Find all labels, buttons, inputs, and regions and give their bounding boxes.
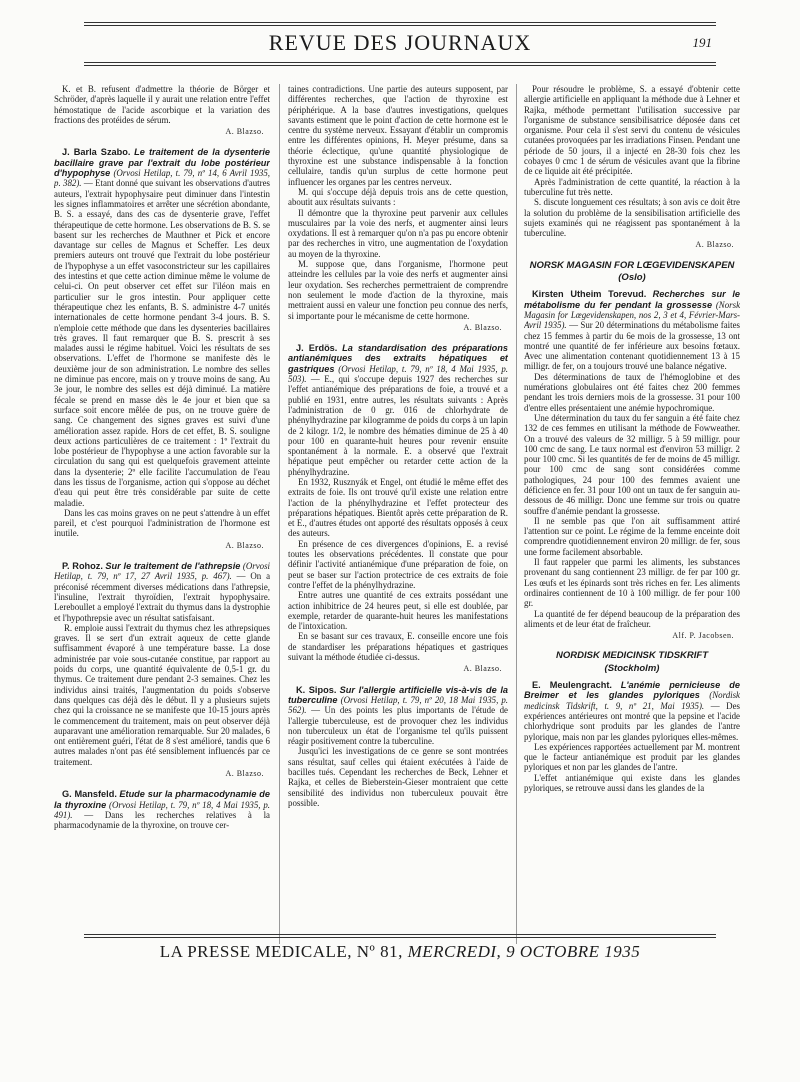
article-lead [524, 289, 740, 371]
article-body-5: En se basant sur ces travaux, E. conseille encore une fois de standardiser les préparations hépatiques et gastriques suivant la méthode étudiée ci-dessus. [288, 631, 508, 663]
article-text: Pour résoudre le problème, S. a essayé d'obtenir cette allergie artificielle en appliquant la méthode due à Lehner et Rajka, méthode permettant l'utilisation successive par l'organisme de substance sensibilisatrice déposée dans cet organisme. Pour cela il s'est servi du contenu de vésicules cutanées provoquées par les irradiations Finsen. Pendant une période de 50 jours, il a injecté en 28-30 fois chez les cobayes 0 cmc 1 de sérum de vésicules avant que la fibrine de ce liquide ait été précipitée. [524, 84, 740, 177]
article-body: — Des expériences antérieures ont montré que la pepsine et l'acide chlorhydrique sont produits par les glandes de l'antre pylorique, mais non par les glandes pyloriques elles-mêmes. [524, 700, 740, 742]
column-2 [288, 84, 508, 944]
article-author: Kirsten Utheim Torevud. [532, 289, 647, 300]
journal-city: (Oslo) [618, 272, 646, 284]
article-rohoz [54, 561, 270, 779]
article-body: — Etant donné que suivant les observations d'autres auteurs, l'extrait hypophysaire peut diminuer dans l'intestin les signes inflammatoires et arrêter une sécrétion abondante, B. S. a essayé, dans des cas de dysenterie grave, l'effet thérapeutique de cette hormone. Les observations de B. S. se basent sur les recherches de Mauthner et Pick et encore davantage sur celles de Magnus et Scheffer. Les deux premiers auteurs ont trouvé que l'extrait du lobe postérieur de l'hypophyse a un effet vasoconstricteur sur les capillaires des intestins et que cette action diminue même le volume de celui-ci. On peut observer cet effet sur l'iléon mais en particulier sur le gros intestin. Pour appliquer cette thérapeutique chez les enfants, B. S. administre 4-7 unités internationales de cette hormone pendant 3-4 jours. B. S. n'emploie cette méthode que dans les dysenteries bacillaires très graves. Il faut remarquer que B. S. prescrit à ses malades aussi le régime habituel. Voici les résultats de ses observations. L'effet de l'hormone se manifeste dès le deuxième jour de son administration. Le nombre des selles ne diminue pas encore, mais on y trouve moins de sang. Au 3e jour, le nombre des selles est déjà diminué. La matière fécale se prend en masse dès le 4e jour et bien que sa surface soit encore mêlée de pus, on ne trouve guère de sang. Ce changement des signes graves est suivi d'une amélioration assez rapide. Hors de cet effet, B. S. souligne deux actions particulières de ce traitement : 1º l'extrait du lobe postérieur de l'hypophyse a une action favorable sur la circulation du sang qui est quelquefois gravement atteinte dans la dysenterie; 2º elle facilite l'accumulation de l'eau dans les tissus de l'organisme, action qui s'oppose au déchet d'eau qui peut être très considérable par suite de cette maladie. [54, 178, 270, 508]
article-text-3: S. discute longuement ces résultats; à son avis ce doit être la solution du problème de la sensibilisation artificielle des sujets examinés qui ne réagissent pas spontanément à la tuberculine. [524, 197, 740, 239]
article-erdos [288, 343, 508, 675]
header-rule-1 [84, 62, 716, 63]
article-body-4: Entre autres une quantité de ces extraits possédant une action inhibitrice de 24 heures peut, si elle est doublée, par exemple, retarder de quarante-huit heures les manifestations de l'intoxication. [288, 590, 508, 632]
article-meulengracht [524, 680, 740, 793]
article-reference: (Orvosi Hetilap, t. 79, nº 20, 18 Mai 1935, p. 562). [288, 694, 508, 716]
article-author: E. Meulengracht. [532, 680, 612, 691]
article-continuation [288, 84, 508, 333]
article-signature: A. Blazso. [695, 240, 734, 250]
article-text: taines contradictions. Une partie des auteurs supposent, par différentes recherches, que l'action de thyroxine est périphérique. A la base d'autres investigations, quelques savants estiment que le point d'action de cette hormone est le centre du système nerveux. Essayant d'établir un compromis entre les différentes opinions, H. Meyer présume, dans sa théorie éclectique, qu'une quantité physiologique de thyroxine est une substance indispensable à la fonction cellulaire, tandis qu'un surplus de cette hormone peut influencer les organes par les centres nerveux. [288, 84, 508, 187]
article-signature: A. Blazso. [463, 664, 502, 674]
article-body-3: En présence de ces divergences d'opinions, E. a revisé toutes les observations précédentes. Il constate que pour définir l'activité antianémique d'une préparation de foie, on peut se baser sur l'action protectrice de ces extraits de foie contre l'effet de la phénylhydrazine. [288, 538, 508, 590]
footer-rule-1 [84, 934, 716, 935]
article-body: — Sur 20 déterminations du métabolisme faites chez 15 femmes à partir du 6e mois de la grossesse, 13 ont montré une quantité de fer inférieure aux besoins fœtaux. Avec une alimentation contenant quotidiennement 13 à 15 milligr. de fer, on a toujours trouvé une balance négative. [524, 320, 740, 372]
column-divider-1 [279, 84, 280, 944]
journal-heading: NORSK MAGASIN FOR LŒGEVIDENSKAPEN [529, 259, 735, 271]
article-title: Le traitement de la dysenterie bacillaire grave par l'extrait du lobe postérieur d'hypophyse [54, 147, 270, 179]
article-lead [54, 561, 270, 623]
article-lead [288, 343, 508, 477]
article-reference: (Orvosi Hetilap, t. 79, nº 17, 27 Avril 1935, p. 467). [54, 561, 270, 582]
header-rule-2 [84, 65, 716, 66]
article-title: Sur l'allergie artificielle vis-à-vis de la tuberculine [288, 684, 508, 705]
article-continuation [54, 84, 270, 137]
article-author: K. Sipos. [296, 684, 337, 695]
article-torevud [524, 289, 740, 641]
article-signature: Alf. P. Jacobsen. [672, 631, 734, 641]
column-1 [54, 84, 270, 944]
top-rule-2 [84, 25, 716, 26]
article-signature: A. Blazso. [225, 540, 264, 550]
column-divider-2 [516, 84, 517, 944]
article-author: G. Mansfeld. [62, 789, 117, 800]
article-body-5: Il faut rappeler que parmi les aliments, les substances provenant du sang contiennent 23 milligr. de fer par 100 gr. Les œufs et les épinards sont très riches en fer. Les aliments ordinaires contiennent de 10 à 100 milligr. de fer pour 100 gr. [524, 557, 740, 609]
article-text: K. et B. refusent d'admettre la théorie de Börger et Schröder, d'après laquelle il y aurait une relation entre l'effet hémostatique de l'acide ascorbique et la variation des fractions des protéides de sérum. [54, 84, 270, 125]
article-sipos [288, 685, 508, 809]
journal-heading: NORDISK MEDICINSK TIDSKRIFT [556, 650, 708, 662]
article-reference: (Nordisk medicinsk Tidskrift, t. 9, nº 21, Mai 1935). [524, 690, 740, 711]
article-reference: (Norsk Magasin for Lœgevidenskapen, nos 2, 3 et 4, Février-Mars-Avril 1935). [524, 299, 740, 331]
article-lead [54, 147, 270, 507]
article-body-4: Il ne semble pas que l'on ait suffisamment attiré l'attention sur ce point. Le régime de la femme enceinte doit comprendre quotidiennement environ 20 milligr. de fer, sous une forme facilement absorbable. [524, 515, 740, 557]
article-barla-szabo [54, 147, 270, 551]
article-reference: (Orvosi Hetilap, t. 79, nº 18, 4 Mai 1935, p. 491). [54, 799, 270, 820]
article-author: J. Barla Szabo. [62, 147, 131, 158]
article-body: — Un des points les plus importants de l'étude de l'allergie tuberculeuse, est de provoquer chez les individus non tuberculeux un état de l'organisme tel qu'ils puissent réagir positivement contre la tuberculine. [288, 705, 508, 747]
footer-journal: LA PRESSE MEDICALE, [159, 942, 353, 961]
article-title: La standardisation des préparations antianémiques des extraits hépatiques et gastriques [288, 343, 508, 374]
column-3 [524, 84, 740, 944]
article-body: — E., qui s'occupe depuis 1927 des recherches sur l'effet antianémique des préparations de foie, a trouvé et a publié en 1931, entre autres, les résultats suivants : Après l'administration de 0 gr. 016 de chlorhydrate de phénylhydrazine par kilogramme de poids du corps à un lapin de 2 kilogr. 1/2, le nombre des hématies diminue de 25 à 40 pour 100 en quarante-huit heures pour revenir ensuite spontanément à la normale. E. a observé que l'extrait hépatique peut empêcher ou retarder cette action de la phénylhydrazine. [288, 374, 508, 477]
article-text-4: M. suppose que, dans l'organisme, l'hormone peut atteindre les cellules par la voie des nerfs et augmenter ainsi leur oxydation. Ses recherches permettraient de comprendre non seulement le mode d'action de la thyroxine, mais mettraient aussi en valeur une fonction peu connue des nerfs, si importante pour le mécanisme de cette hormone. [288, 259, 508, 321]
article-signature: A. Blazso. [225, 127, 264, 137]
article-text-2: Après l'administration de cette quantité, la réaction à la tuberculine fut très nette. [524, 176, 740, 197]
article-body-2: Les expériences rapportées actuellement par M. montrent que le facteur antianémique est produit par les glandes pyloriques et non par les glandes de l'antre. [524, 741, 740, 773]
page-number: 191 [692, 35, 712, 50]
article-body-2: Jusqu'ici les investigations de ce genre se sont montrées sans résultat, sauf celles qui étaient exécutées à l'aide de bacilles tués. Cependant les recherches de Beck, Lehner et Rajka, et celles de Bieberstein-Gieser montraient que cette sensibilité des individus non tuberculeux pouvait être possible. [288, 746, 508, 808]
article-title: Recherches sur le métabolisme du fer pendant la grossesse [524, 289, 740, 310]
article-lead [524, 680, 740, 742]
article-body-3: L'effet antianémique qui existe dans les glandes pyloriques, se retrouve aussi dans les glandes de la [524, 772, 740, 793]
article-signature: A. Blazso. [463, 322, 502, 332]
article-body: — Dans les recherches relatives à la pharmacodynamie de la thyroxine, on trouve cer- [54, 809, 270, 831]
article-body: — On a préconisé récemment diverses médications dans l'athrepsie, l'insuline, l'extrait thyroïdien, l'extrait hypophysaire. Lereboullet a employé l'extrait du thymus dans la dystrophie et l'hypothrepsie avec un résultat satisfaisant. [54, 571, 270, 623]
article-author: P. Rohoz. [62, 561, 103, 572]
article-signature: A. Blazso. [225, 769, 264, 778]
article-lead [54, 789, 270, 830]
article-continuation [524, 84, 740, 251]
footer-date: 9 OCTOBRE 1935 [506, 942, 641, 961]
footer-rule-2 [84, 937, 716, 938]
article-body-2: En 1932, Rusznyák et Engel, ont étudié le même effet des extraits de foie. Ils ont trouvé qu'il existe une relation entre l'action de la phénylhydrazine et l'effet protecteur des préparations hépatiques. Bientôt après cette préparation de R. et E., d'autres études ont apporté des résultats opposés à ceux des auteurs. [288, 476, 508, 539]
article-mansfeld [54, 789, 270, 830]
article-body-3: Une détermination du taux du fer sanguin a été faite chez 132 de ces femmes en utilisant la méthode de Fowweather. On a trouvé des valeurs de 32 milligr. 5 à 59 milligr. pour 100 cmc de sang. Le taux normal est d'environ 53 milligr. 2 pour 100 cmc. Si les quantités de fer de moins de 45 milligr. pour 100 cmc de sang sont considérées comme pathologiques, 24 pour 100 des femmes avaient une déficience en fer. 31 pour 100 ont un taux de fer sanguin au-dessous de 46 milligr. Donc une femme sur trois ou quatre souffre d'anémie pendant la grossesse. [524, 412, 740, 516]
page-footer [84, 942, 716, 968]
article-author: J. Erdös. [296, 343, 338, 354]
article-title: Sur le traitement de l'athrepsie [105, 561, 241, 572]
top-rule-1 [84, 22, 716, 23]
article-text-2: M. qui s'occupe déjà depuis trois ans de cette question, aboutit aux résultats suivants : [288, 186, 508, 208]
footer-weekday: MERCREDI, [407, 942, 502, 961]
journal-city: (Stockholm) [604, 662, 660, 674]
article-body-2: Des déterminations de taux de l'hémoglobine et des numérations globulaires ont été faites chez 200 femmes pendant les trois derniers mois de la grossesse. 31 pour 100 d'entre elles présentaient une anémie hypochromique. [524, 371, 740, 413]
article-title: L'anémie pernicieuse de Breimer et les glandes pyloriques [524, 680, 740, 701]
article-body-2: Dans les cas moins graves on ne peut s'attendre à un effet pareil, et c'est pourquoi l'administration de l'hormone est inutile. [54, 507, 270, 539]
footer-issue: Nº 81, [356, 942, 403, 961]
article-reference: (Orvosi Hetilap, t. 79, nº 14, 6 Avril 1935, p. 382). [54, 168, 270, 189]
article-title: Etude sur la pharmacodynamie de la thyroxine [54, 789, 270, 810]
article-text-3: Il démontre que la thyroxine peut parvenir aux cellules musculaires par la voie des nerfs, et augmenter ainsi leurs oxydations. Il est à remarquer qu'on n'a pas pu encore obtenir par des recherches in vitro, une augmentation de l'oxydation au moyen de la thyroxine. [288, 207, 508, 259]
article-reference: (Orvosi Hetilap, t. 79, nº 18, 4 Mai 1935, p. 503). [288, 363, 508, 385]
page-title: REVUE DES JOURNAUX [268, 30, 532, 55]
article-lead [288, 685, 508, 747]
article-body-2: R. emploie aussi l'extrait du thymus chez les athrepsiques graves. Il se sert d'un extrait aqueux de cette glande suffisamment évaporé à une température basse. La dose administrée par voie sous-cutanée constitue, par rapport au poids du corps, une quantité équivalente de 0,5-1 gr. du thymus. Ce traitement dure pendant 2-3 semaines. Chez les individus ainsi traités, l'augmentation du poids s'observe dans quelques cas déjà dès le début. Il y a plusieurs sujets chez qui la croissance ne se manifeste que 10-15 jours après le commencement du traitement, mais on peut observer déjà auparavant une amélioration remarquable. Sur 20 malades, 6 ont entièrement guéri, l'état de 8 s'est amélioré, tandis que 6 autres malades n'ont pas été sensiblement influencés par ce traitement. [54, 622, 270, 767]
article-body-6: La quantité de fer dépend beaucoup de la préparation des aliments et de leur état de fraîcheur. [524, 608, 740, 629]
